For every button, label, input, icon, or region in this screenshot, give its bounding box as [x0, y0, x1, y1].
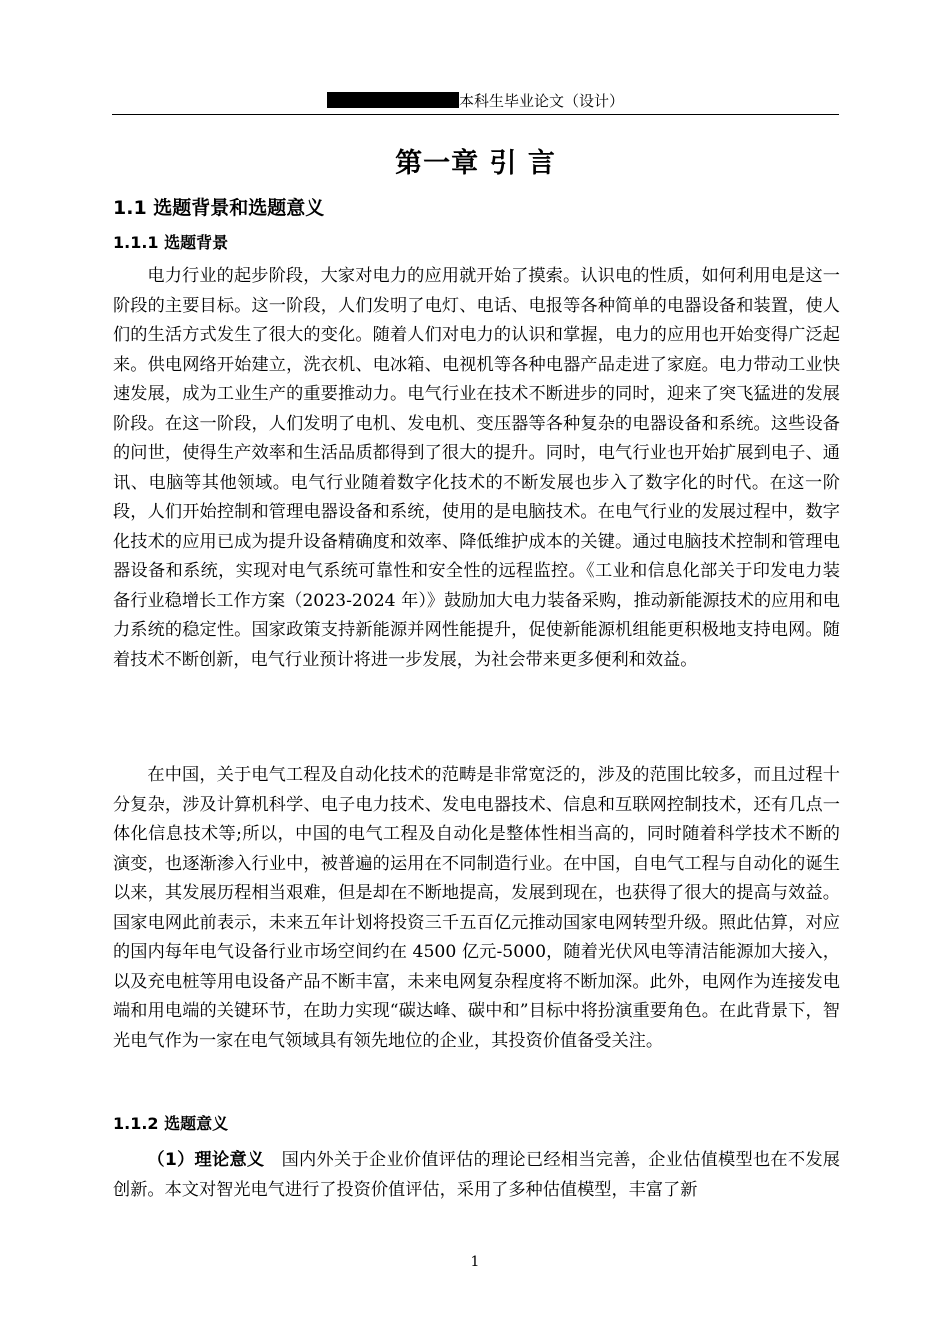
paragraph-significance-1 [113, 1146, 840, 1205]
subsection-heading-background: 1.1.1 选题背景 [113, 233, 229, 252]
paragraph-lead-label: （1）理论意义 [147, 1150, 265, 1170]
paragraph-background-1: 电力行业的起步阶段，大家对电力的应用就开始了摸索。认识电的性质，如何利用电是这一阶段的主要目标。这一阶段，人们发明了电灯、电话、电报等各种简单的电器设备和装置，使人们的生活方式发生了很大的变化。随着人们对电力的认识和掌握，电力的应用也开始变得广泛起来。供电网络开始建立，洗衣机、电冰箱、电视机等各种电器产品走进了家庭。电力带动工业快速发展，成为工业生产的重要推动力。电气行业在技术不断进步的同时，迎来了突飞猛进的发展阶段。在这一阶段，人们发明了电机、发电机、变压器等各种复杂的电器设备和系统。这些设备的问世，使得生产效率和生活品质都得到了很大的提升。同时，电气行业也开始扩展到电子、通讯、电脑等其他领域。电气行业随着数字化技术的不断发展也步入了数字化的时代。在这一阶段，人们开始控制和管理电器设备和系统，使用的是电脑技术。在电气行业的发展过程中，数字化技术的应用已成为提升设备精确度和效率、降低维护成本的关键。通过电脑技术控制和管理电器设备和系统，实现对电气系统可靠性和安全性的远程监控。《工业和信息化部关于印发电力装备行业稳增长工作方案（2023-2024 年）》鼓励加大电力装备采购，推动新能源技术的应用和电力系统的稳定性。国家政策支持新能源并网性能提升，促使新能源机组能更积极地支持电网。随着技术不断创新，电气行业预计将进一步发展，为社会带来更多便利和效益。 [113, 266, 840, 670]
page-header [112, 90, 839, 115]
chapter-title: 第一章 引 言 [395, 148, 556, 179]
paragraph-significance-body: 国内外关于企业价值评估的理论已经相当完善，企业估值模型也在不发展创新。本文对智光电气进行了投资价值评估，采用了多种估值模型，丰富了新 [113, 1150, 840, 1200]
redacted-block [327, 92, 459, 108]
header-text: 本科生毕业论文（设计） [458, 92, 624, 110]
section-heading: 1.1 选题背景和选题意义 [113, 197, 325, 219]
subsection-heading-significance: 1.1.2 选题意义 [113, 1114, 229, 1133]
page-number: 1 [470, 1254, 480, 1270]
paragraph-background-2: 在中国，关于电气工程及自动化技术的范畴是非常宽泛的，涉及的范围比较多，而且过程十分复杂，涉及计算机科学、电子电力技术、发电电器技术、信息和互联网控制技术，还有几点一体化信息技术等;所以，中国的电气工程及自动化是整体性相当高的，同时随着科学技术不断的演变，也逐渐渗入行业中，被普遍的运用在不同制造行业。在中国，自电气工程与自动化的诞生以来，其发展历程相当艰难，但是却在不断地提高，发展到现在，也获得了很大的提高与效益。国家电网此前表示，未来五年计划将投资三千五百亿元推动国家电网转型升级。照此估算，对应的国内每年电气设备行业市场空间约在 4500 亿元-5000，随着光伏风电等清洁能源加大接入，以及充电桩等用电设备产品不断丰富，未来电网复杂程度将不断加深。此外，电网作为连接发电端和用电端的关键环节，在助力实现“碳达峰、碳中和”目标中将扮演重要角色。在此背景下，智光电气作为一家在电气领域具有领先地位的企业，其投资价值备受关注。 [113, 765, 840, 1051]
